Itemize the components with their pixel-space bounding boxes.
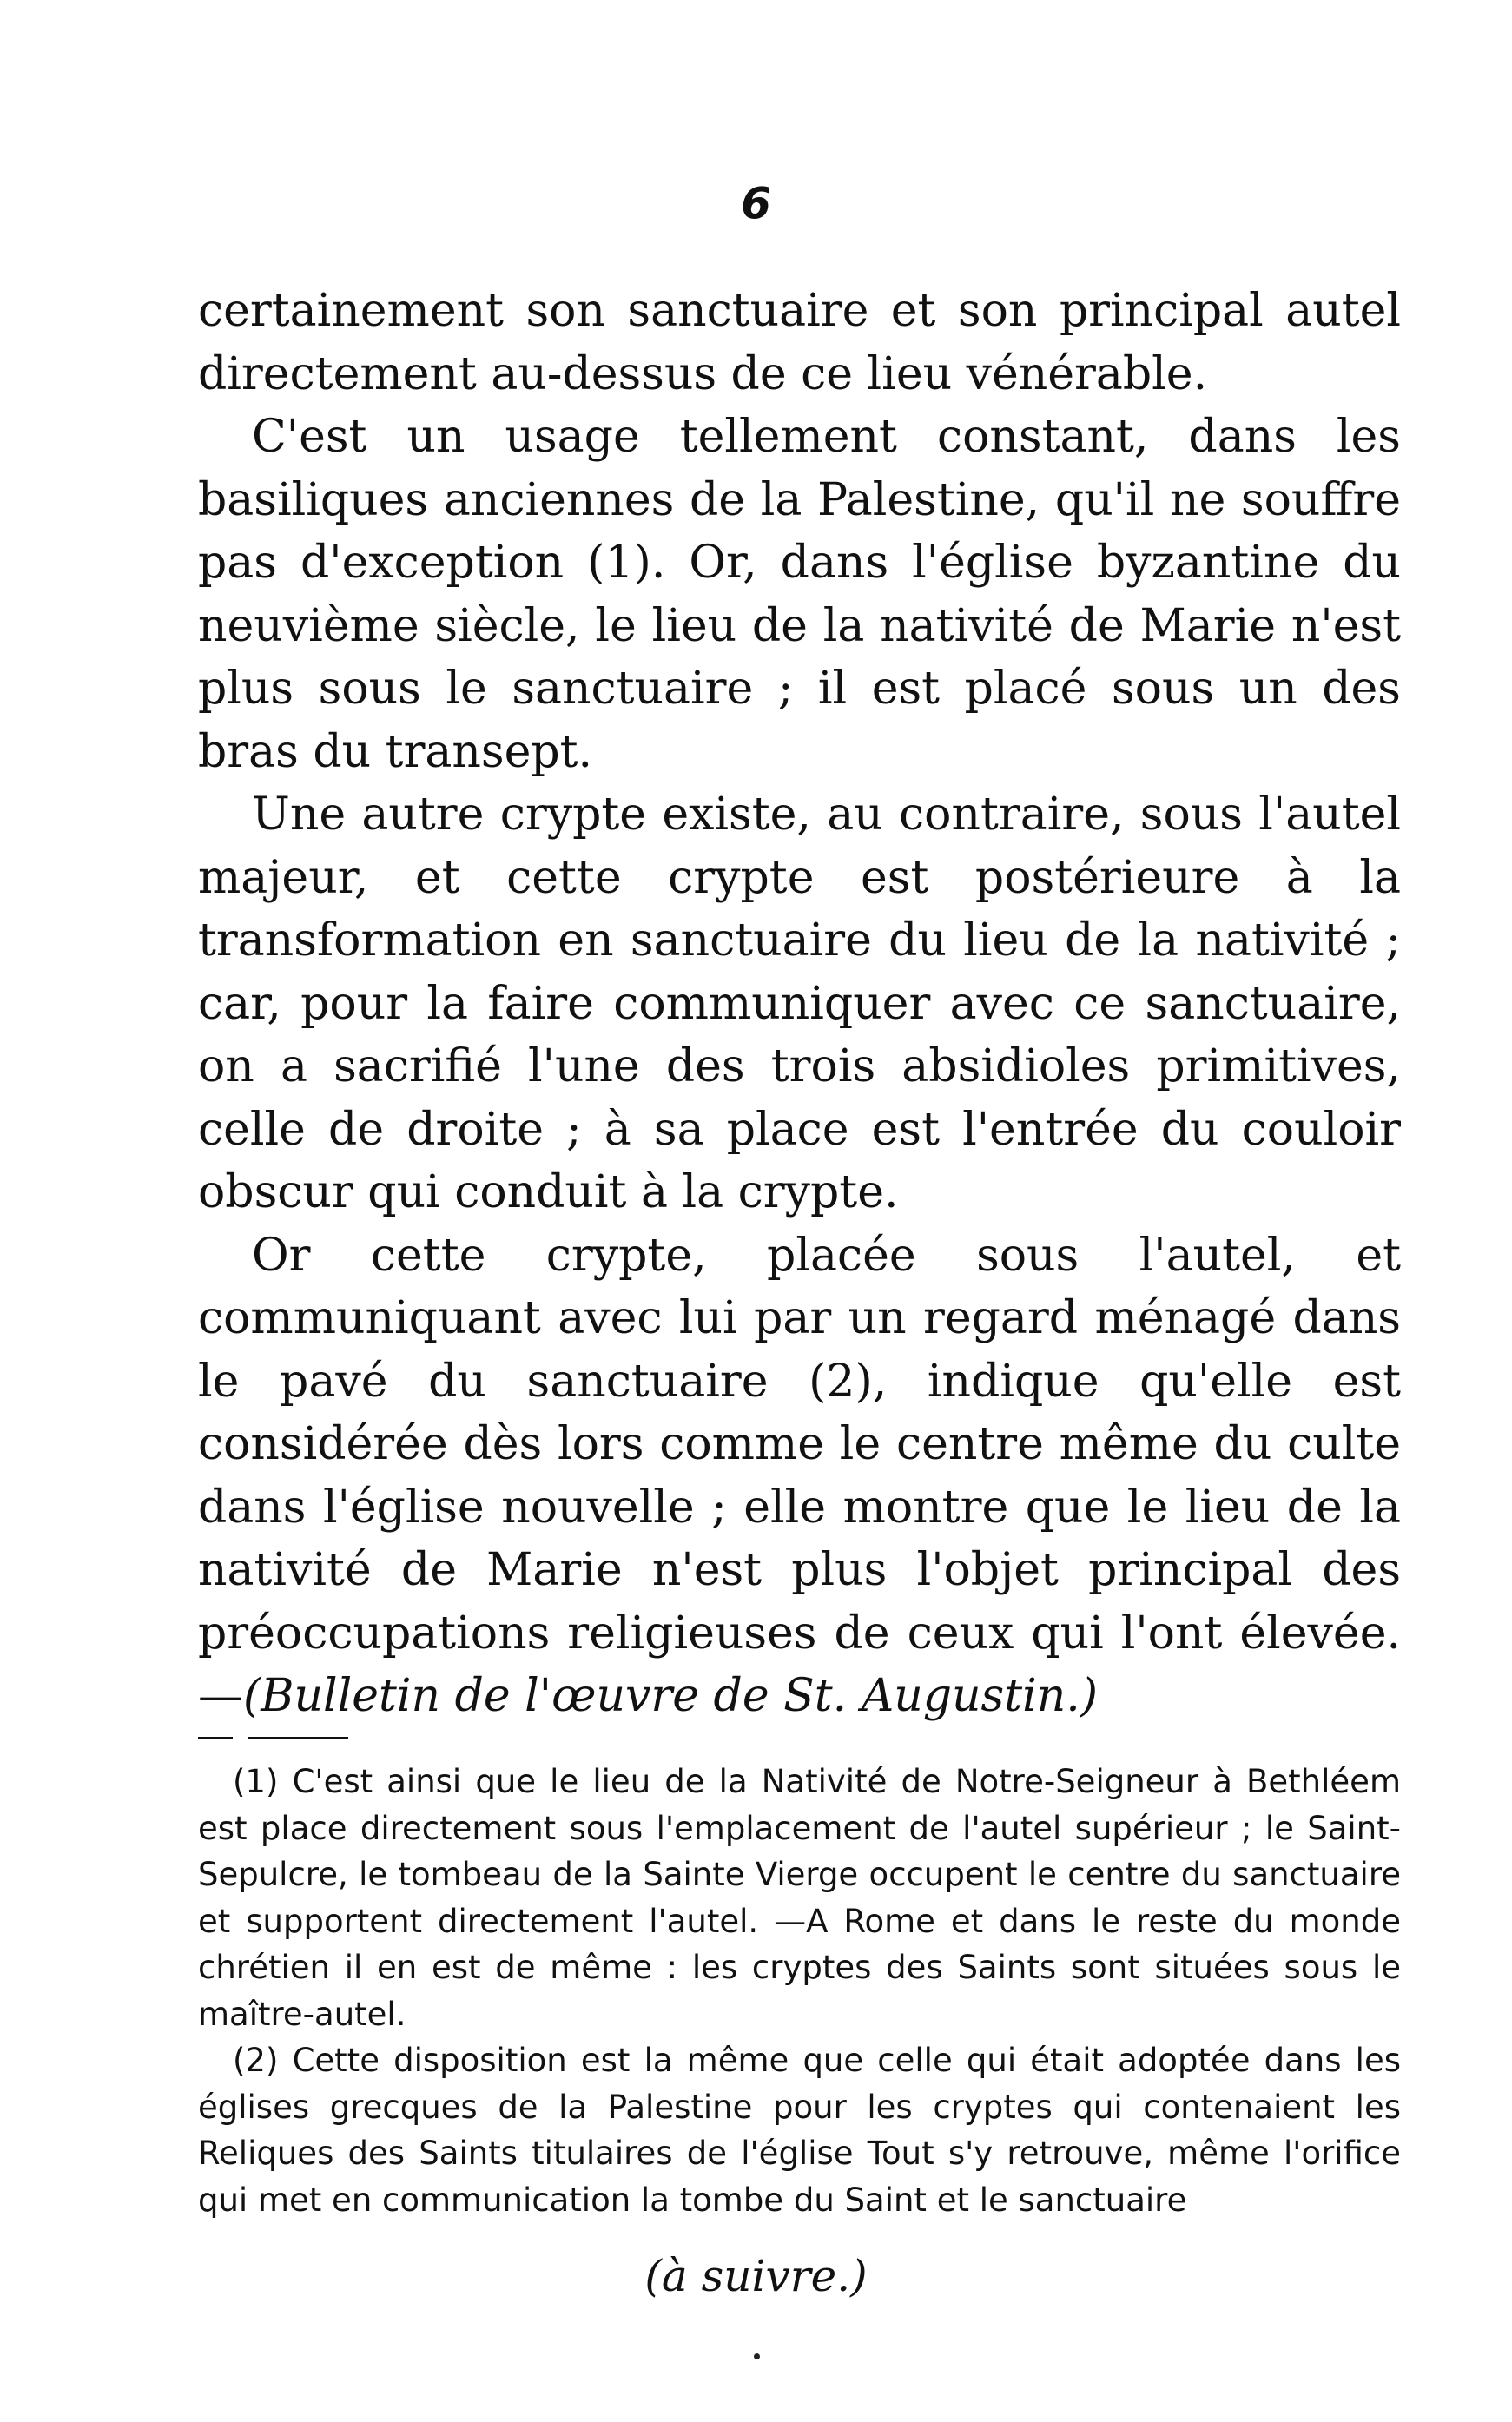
to-be-continued: (à suivre.) (644, 2251, 868, 2301)
separator-line (248, 1737, 348, 1739)
paragraph (198, 1224, 1401, 1728)
body-text (198, 280, 1401, 1728)
paragraph-text: C'est un usage tellement constant, dans les basiliques anciennes de la Palestine, qu'il ne souffre pas d'exception (1). Or, dans l'église byzantine du neuvième siècle, le lieu de la nativité de Marie n'est plus sous le sanctuaire ; il est placé sous un des bras du transept. (198, 411, 1401, 778)
paragraph (198, 280, 1401, 406)
paragraph-text: Or cette crypte, placée sous l'autel, et communiquant avec lui par un regard ménagé dans le pavé du sanctuaire (2), indique qu'elle est considérée dès lors comme le centre même du culte dans l'église nouvelle ; elle montre que le lieu de la nativité de Marie n'est plus l'objet principal des préoccupations religieuses de ceux qui l'ont élevée.— (198, 1229, 1401, 1722)
footnote (198, 1759, 1401, 2037)
footnote-marker: (1) (233, 1763, 279, 1800)
paragraph (198, 406, 1401, 783)
citation: (Bulletin de l'œuvre de St. Augustin.) (243, 1670, 1099, 1722)
footnote-marker: (2) (233, 2042, 279, 2079)
print-speck (754, 2353, 760, 2359)
footnote-text: Cette disposition est la même que celle qui était adoptée dans les églises grecques de la Palestine pour les cryptes qui contenaient les Reliques des Saints titulaires de l'église Tout s'y retrouve, même l'orifice qui met en communication la tombe du Saint et le sanctuaire (198, 2042, 1401, 2219)
separator-dash (198, 1737, 233, 1739)
paragraph-text: Une autre crypte existe, au contraire, sous l'autel majeur, et cette crypte est postérieure à la transformation en sanctuaire du lieu de la nativité ; car, pour la faire communiquer avec ce sanctuaire, on a sacrifié l'une des trois absidioles primitives, celle de droite ; à sa place est l'entrée du couloir obscur qui conduit à la crypte. (198, 789, 1401, 1218)
footnote (198, 2037, 1401, 2223)
paragraph-text: certainement son sanctuaire et son principal autel directement au-dessus de ce lieu vénérable. (198, 285, 1401, 400)
page-number: 6 (741, 178, 771, 228)
footnote-separator (198, 1737, 459, 1742)
footnotes (198, 1759, 1401, 2223)
paragraph (198, 783, 1401, 1224)
footnote-text: C'est ainsi que le lieu de la Nativité de Notre-Seigneur à Bethléem est place directement sous l'emplacement de l'autel supérieur ; le Saint-Sepulcre, le tombeau de la Sainte Vierge occupent le centre du sanctuaire et supportent directement l'autel. —A Rome et dans le reste du monde chrétien il en est de même : les cryptes des Saints sont situées sous le maître-autel. (198, 1763, 1401, 2033)
